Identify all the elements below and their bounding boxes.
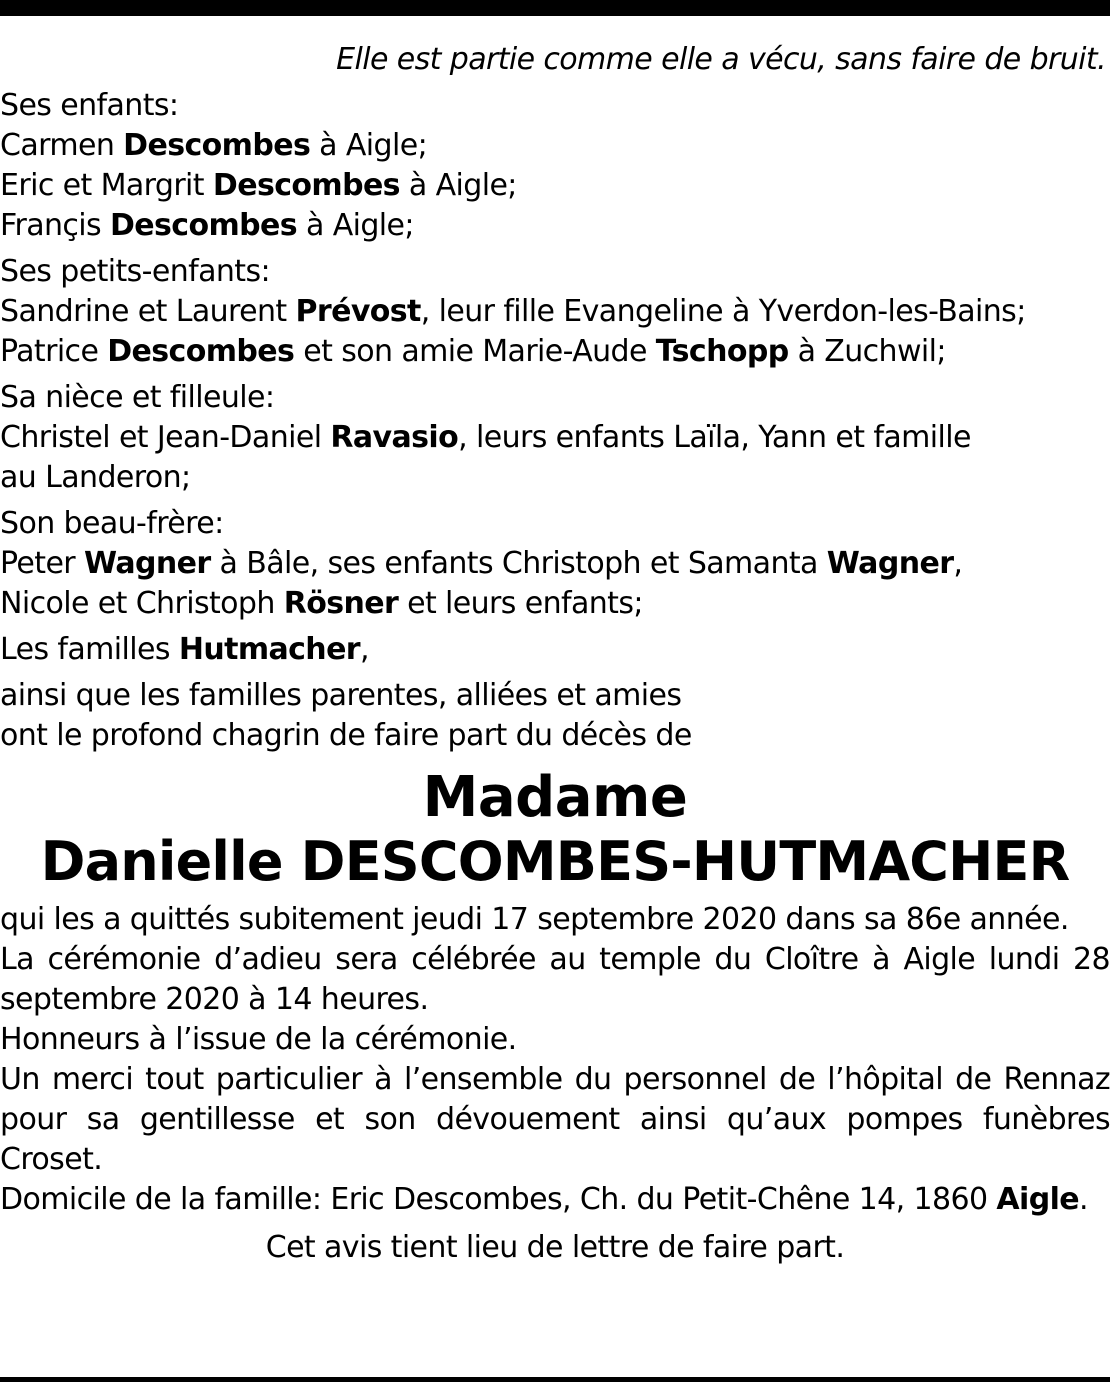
ceremony-line: La cérémonie d’adieu sera célébrée au temple du Cloître à Aigle lundi 28 septembre 2020 à 14 heures. (0, 942, 1110, 1017)
section-details (0, 900, 1110, 1268)
text: et leurs enfants; (398, 586, 643, 621)
town: Aigle (996, 1182, 1080, 1217)
text: . (1079, 1182, 1088, 1217)
surname: Hutmacher (178, 632, 361, 667)
text: Carmen (0, 128, 124, 163)
surname: Wagner (826, 546, 954, 581)
surname: Rösner (283, 586, 399, 621)
text: et son amie Marie-Aude (294, 334, 656, 369)
text: à Bâle, ses enfants Christoph et Samanta (210, 546, 827, 581)
thanks-line: Un merci tout particulier à l’ensemble du personnel de l’hôpital de Rennaz pour sa gentillesse et son dévouement ainsi qu’aux pompes funèbres Croset. (0, 1062, 1110, 1177)
text: , leurs enfants Laïla, Yann et famille (458, 420, 971, 455)
family-line (0, 126, 1110, 166)
text: Nicole et Christoph (0, 586, 284, 621)
deceased-name: Danielle DESCOMBES-HUTMACHER (40, 830, 1070, 893)
text: , leur fille Evangeline à Yverdon-les-Bains; (420, 294, 1026, 329)
domicile-line (0, 1180, 1110, 1220)
section-heading: Ses petits-enfants: (0, 254, 271, 289)
family-line (0, 292, 1110, 332)
family-line (0, 332, 1110, 372)
text: , (360, 632, 369, 667)
surname: Ravasio (330, 420, 459, 455)
text: Domicile de la famille: Eric Descombes, Ch. du Petit-Chêne 14, 1860 (0, 1182, 997, 1217)
surname: Descombes (123, 128, 311, 163)
section-niece (0, 378, 1110, 498)
text: Christel et Jean-Daniel (0, 420, 331, 455)
family-line (0, 166, 1110, 206)
section-petits-enfants (0, 252, 1110, 372)
deceased-name-block (0, 766, 1110, 894)
surname: Prévost (295, 294, 421, 329)
motto: Elle est partie comme elle a vécu, sans faire de bruit. (336, 42, 1106, 77)
obituary-notice (0, 40, 1110, 1268)
text: Les familles (0, 632, 179, 667)
family-line (0, 206, 1110, 246)
text: Sandrine et Laurent (0, 294, 296, 329)
intro-line: ont le profond chagrin de faire part du décès de (0, 718, 692, 753)
top-rule (0, 0, 1110, 16)
text: Peter (0, 546, 84, 581)
section-familles (0, 630, 1110, 670)
family-line (0, 584, 1110, 624)
text: Patrice (0, 334, 108, 369)
section-heading: Sa nièce et filleule: (0, 380, 275, 415)
text: Eric et Margrit (0, 168, 213, 203)
death-date-line: qui les a quittés subitement jeudi 17 septembre 2020 dans sa 86e année. (0, 902, 1069, 937)
family-line: au Landeron; (0, 460, 191, 495)
section-intro (0, 676, 1110, 756)
text: Françis (0, 208, 110, 243)
surname: Descombes (110, 208, 298, 243)
family-line (0, 418, 1110, 458)
family-line (0, 630, 1110, 670)
text: à Zuchwil; (788, 334, 946, 369)
text: à Aigle; (399, 168, 517, 203)
surname: Descombes (107, 334, 295, 369)
surname: Tschopp (655, 334, 789, 369)
family-line (0, 544, 1110, 584)
footer-note: Cet avis tient lieu de lettre de faire part. (265, 1230, 845, 1265)
surname: Descombes (212, 168, 400, 203)
intro-line: ainsi que les familles parentes, alliées et amies (0, 678, 682, 713)
deceased-title: Madame (422, 765, 688, 830)
text: à Aigle; (297, 208, 414, 243)
section-heading: Ses enfants: (0, 88, 179, 123)
text: , (953, 546, 963, 581)
bottom-rule (0, 1377, 1110, 1382)
honneurs-line: Honneurs à l’issue de la cérémonie. (0, 1022, 517, 1057)
section-heading: Son beau-frère: (0, 506, 224, 541)
surname: Wagner (83, 546, 211, 581)
text: à Aigle; (310, 128, 428, 163)
section-enfants (0, 86, 1110, 246)
section-beau-frere (0, 504, 1110, 624)
